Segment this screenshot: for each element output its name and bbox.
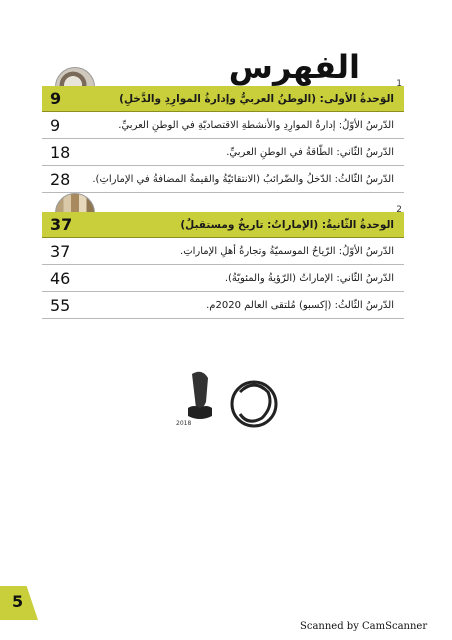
page-number: 28 — [50, 169, 71, 189]
page-number: 9 — [50, 115, 61, 135]
lesson-row[interactable] — [42, 166, 404, 193]
lesson-row[interactable] — [42, 238, 404, 265]
unit-header[interactable] — [42, 205, 404, 238]
unit-title: الوحدةُ الثّانيةُ: (الإماراتُ: تاريخٌ ومستقبلٌ) — [180, 218, 394, 231]
lesson-row[interactable] — [42, 292, 404, 319]
zayed-year-logo — [178, 362, 288, 440]
page-number: 37 — [50, 215, 73, 234]
unit-number: 1 — [396, 79, 402, 89]
page-number: 18 — [50, 142, 71, 162]
lesson-title: الدّرسُ الثّالثُ: (إكسبو) مُلتقى العالم 2020م. — [206, 299, 394, 311]
page-number: 9 — [50, 89, 62, 108]
page-number: 55 — [50, 295, 71, 315]
lesson-row[interactable] — [42, 265, 404, 292]
page-number: 46 — [50, 268, 71, 288]
lesson-title: الدّرسُ الثّاني: الإماراتُ (الرّؤيةُ والمئويّةُ). — [224, 272, 394, 284]
lesson-row[interactable] — [42, 139, 404, 166]
scanner-watermark: Scanned by CamScanner — [300, 621, 428, 632]
toc-unit-1 — [42, 79, 404, 193]
unit-title: الوَحدةُ الأولى: (الوطنُ العربيُّ وإدارةُ الموارِدِ والدَّخلِ) — [119, 92, 394, 105]
lesson-title: الدّرسُ الأوّلُ: الرّياحُ الموسميّةُ وتجارةُ أهلِ الإماراتِ. — [180, 245, 394, 257]
lesson-title: الدّرسُ الأوّلُ: إدارةُ الموارِدِ والأنشطةِ الاقتصاديّةِ في الوطنِ العربيِّ. — [118, 119, 394, 131]
page-number: 37 — [50, 241, 71, 261]
lesson-title: الدّرسُ الثّاني: الطّاقةُ في الوطنِ العربيِّ. — [226, 146, 394, 158]
emblem-year: 2018 — [176, 420, 192, 427]
unit-number: 2 — [396, 205, 402, 215]
footer-page-number: 5 — [12, 592, 24, 611]
toc-unit-2 — [42, 205, 404, 319]
page-title: الفهرس — [228, 48, 360, 86]
lesson-row[interactable] — [42, 112, 404, 139]
unit-header[interactable] — [42, 79, 404, 112]
lesson-title: الدّرسُ الثّالثُ: الدّخلُ والضّرائبُ (الانتقائيّةُ والقيمةُ المضافةُ في الإماراتِ). — [92, 173, 394, 185]
